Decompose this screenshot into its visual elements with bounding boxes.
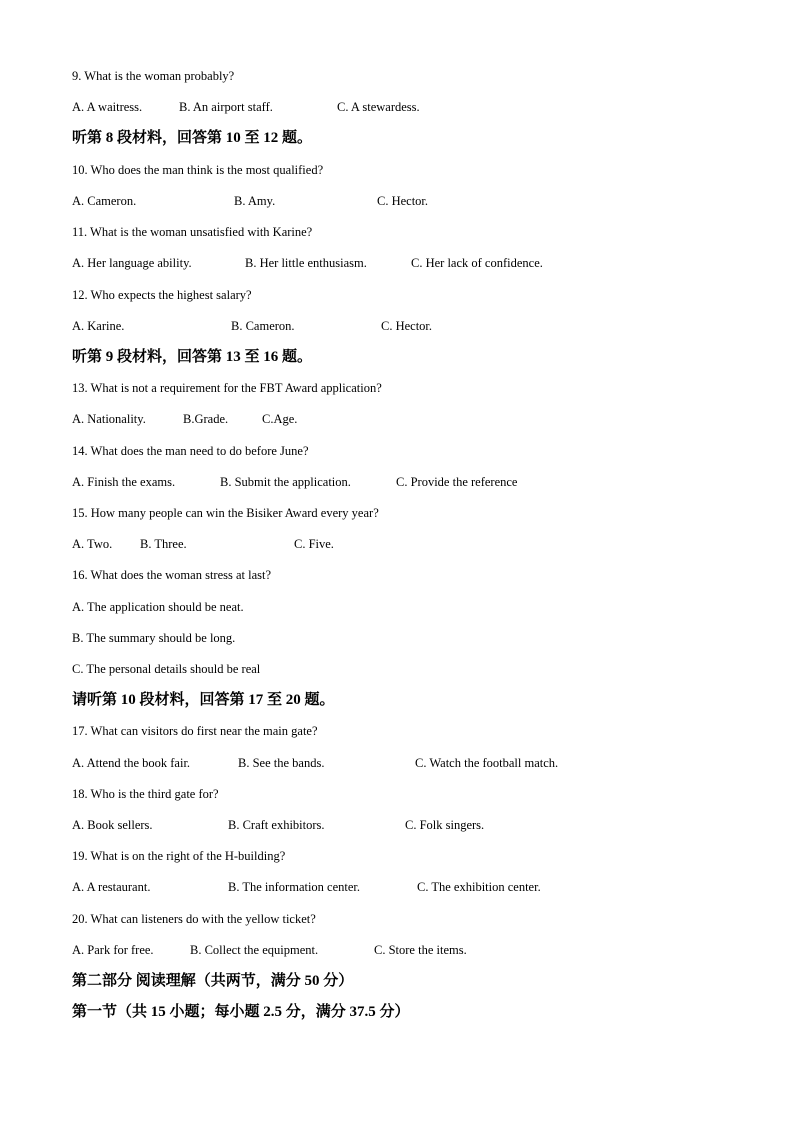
question-17-stem: 17. What can visitors do first near the main gate?	[72, 724, 318, 738]
section-heading-material-8: 听第 8 段材料，回答第 10 至 12 题。	[72, 130, 313, 146]
question-20-stem: 20. What can listeners do with the yellow ticket?	[72, 912, 316, 926]
question-10-option-c: C. Hector.	[377, 194, 429, 208]
question-16-option-c: C. The personal details should be real	[72, 662, 261, 676]
question-18-option-c: C. Folk singers.	[405, 818, 485, 832]
question-20-option-b: B. Collect the equipment.	[190, 943, 319, 957]
question-17-option-b: B. See the bands.	[238, 756, 325, 770]
question-11-option-b: B. Her little enthusiasm.	[245, 256, 367, 270]
section-heading-material-9: 听第 9 段材料，回答第 13 至 16 题。	[72, 349, 313, 365]
question-15-option-b: B. Three.	[140, 537, 187, 551]
question-19-option-a: A. A restaurant.	[72, 880, 151, 894]
question-13-option-b: B.Grade.	[183, 412, 229, 426]
question-14-option-c: C. Provide the reference	[396, 475, 518, 489]
question-14-option-b: B. Submit the application.	[220, 475, 351, 489]
question-12-stem: 12. Who expects the highest salary?	[72, 288, 252, 302]
question-18-stem: 18. Who is the third gate for?	[72, 787, 219, 801]
question-19-option-b: B. The information center.	[228, 880, 361, 894]
question-15-stem: 15. How many people can win the Bisiker Award every year?	[72, 506, 379, 520]
question-15-option-a: A. Two.	[72, 537, 113, 551]
question-11-option-a: A. Her language ability.	[72, 256, 192, 270]
question-20-option-c: C. Store the items.	[374, 943, 467, 957]
question-19-option-c: C. The exhibition center.	[417, 880, 541, 894]
question-11-stem: 11. What is the woman unsatisfied with Karine?	[72, 225, 313, 239]
question-18-option-b: B. Craft exhibitors.	[228, 818, 325, 832]
question-12-option-a: A. Karine.	[72, 319, 125, 333]
question-18-option-a: A. Book sellers.	[72, 818, 153, 832]
question-16-stem: 16. What does the woman stress at last?	[72, 568, 272, 582]
question-9-stem: 9. What is the woman probably?	[72, 69, 235, 83]
question-15-option-c: C. Five.	[294, 537, 334, 551]
question-13-stem: 13. What is not a requirement for the FBT Award application?	[72, 381, 382, 395]
question-9-option-b: B. An airport staff.	[179, 100, 273, 114]
question-14-stem: 14. What does the man need to do before June?	[72, 444, 309, 458]
question-16-option-a: A. The application should be neat.	[72, 600, 244, 614]
question-14-option-a: A. Finish the exams.	[72, 475, 176, 489]
section-heading-material-10: 请听第 10 段材料，回答第 17 至 20 题。	[72, 692, 335, 708]
question-19-stem: 19. What is on the right of the H-building?	[72, 849, 286, 863]
question-11-option-c: C. Her lack of confidence.	[411, 256, 543, 270]
section-one-heading: 第一节（共 15 小题；每小题 2.5 分，满分 37.5 分）	[72, 1004, 410, 1020]
question-16-option-b: B. The summary should be long.	[72, 631, 236, 645]
question-17-option-c: C. Watch the football match.	[415, 756, 559, 770]
question-10-option-b: B. Amy.	[234, 194, 276, 208]
question-17-option-a: A. Attend the book fair.	[72, 756, 191, 770]
question-13-option-c: C.Age.	[262, 412, 298, 426]
question-12-option-b: B. Cameron.	[231, 319, 295, 333]
question-20-option-a: A. Park for free.	[72, 943, 154, 957]
question-13-option-a: A. Nationality.	[72, 412, 146, 426]
question-12-option-c: C. Hector.	[381, 319, 433, 333]
question-10-option-a: A. Cameron.	[72, 194, 137, 208]
question-9-option-a: A. A waitress.	[72, 100, 143, 114]
question-10-stem: 10. Who does the man think is the most qualified?	[72, 163, 324, 177]
part-two-heading: 第二部分 阅读理解（共两节，满分 50 分）	[72, 973, 354, 989]
question-9-option-c: C. A stewardess.	[337, 100, 420, 114]
